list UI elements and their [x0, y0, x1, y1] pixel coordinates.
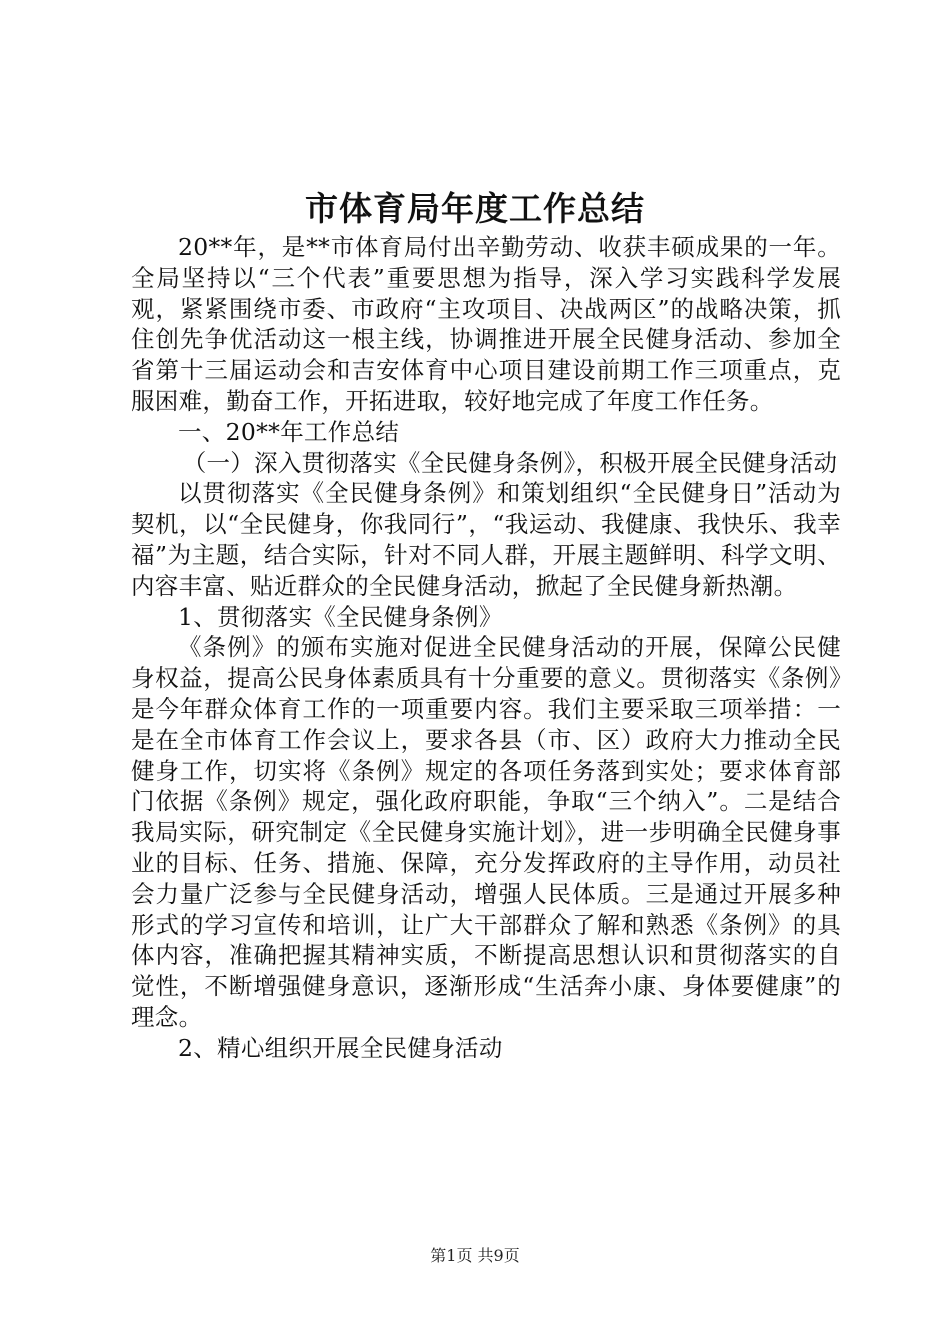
subsection-heading: （一）深入贯彻落实《全民健身条例》，积极开展全民健身活动 [182, 448, 838, 477]
item-paragraph-1: 《条例》的颁布实施对促进全民健身活动的开展，保障公民健身权益，提高公民身体素质具有十分重要的意义。贯彻落实《条例》是今年群众体育工作的一项重要内容。我们主要采取三项举措：一是在全市体育工作会议上，要求各县（市、区）政府大力推动全民健身工作，切实将《条例》规定的各项任务落到实处；要求体育部门依据《条例》规定，强化政府职能，争取“三个纳入”。二是结合我局实际，研究制定《全民健身实施计划》，进一步明确全民健身事业的目标、任务、措施、保障，充分发挥政府的主导作用，动员社会力量广泛参与全民健身活动，增强人民体质。三是通过开展多种形式的学习宣传和培训，让广大干部群众了解和熟悉《条例》的具体内容，准确把握其精神实质，不断提高思想认识和贯彻落实的自觉性，不断增强健身意识，逐渐形成“生活奔小康、身体要健康”的理念。 [131, 633, 841, 1031]
intro-paragraph: 20**年，是**市体育局付出辛勤劳动、收获丰硕成果的一年。全局坚持以“三个代表”重要思想为指导，深入学习实践科学发展观，紧紧围绕市委、市政府“主攻项目、决战两区”的战略决策，抓住创先争优活动这一根主线，协调推进开展全民健身活动、参加全省第十三届运动会和吉安体育中心项目建设前期工作三项重点，克服困难，勤奋工作，开拓进取，较好地完成了年度工作任务。 [131, 233, 841, 415]
item-heading-2: 2、精心组织开展全民健身活动 [178, 1033, 503, 1062]
section-heading: 一、20**年工作总结 [178, 417, 400, 446]
document-title: 市体育局年度工作总结 [305, 189, 645, 228]
item-heading-1: 1、贯彻落实《全民健身条例》 [178, 602, 503, 631]
subsection-paragraph: 以贯彻落实《全民健身条例》和策划组织“全民健身日”活动为契机，以“全民健身，你我同行”，“我运动、我健康、我快乐、我幸福”为主题，结合实际，针对不同人群，开展主题鲜明、科学文明、内容丰富、贴近群众的全民健身活动，掀起了全民健身新热潮。 [131, 479, 841, 600]
page-footer: 第1页 共9页 [430, 1246, 520, 1265]
document-body [131, 232, 841, 1064]
